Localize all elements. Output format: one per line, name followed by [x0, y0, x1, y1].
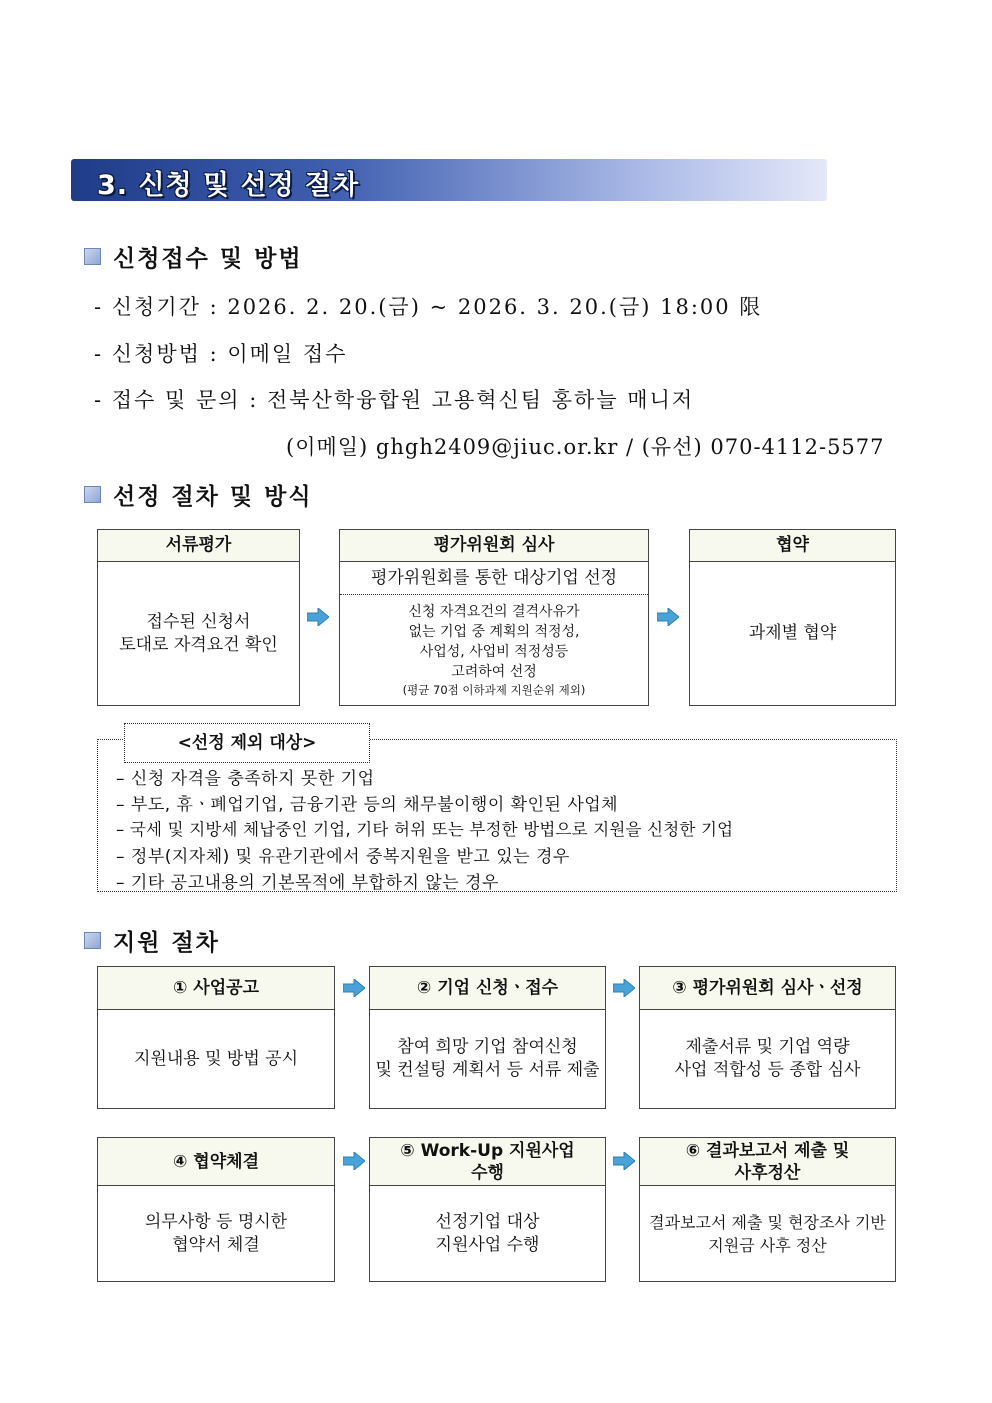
exclusion-item: – 부도, 휴ㆍ폐업기업, 금융기관 등의 채무불이행이 확인된 사업체 [116, 795, 619, 815]
exclusion-item: – 정부(지자체) 및 유관기관에서 중복지원을 받고 있는 경우 [116, 847, 570, 867]
section-title: 신청접수 및 방법 [113, 245, 303, 272]
support-step-4 [97, 1137, 335, 1282]
contact-details: (이메일) ghgh2409@jiuc.or.kr / (유선) 070-4112-5577 [286, 435, 885, 459]
section-title: 선정 절차 및 방식 [113, 483, 313, 510]
arrow-right-icon [613, 1152, 635, 1170]
step-header: ⑤ Work-Up 지원사업 수행 [370, 1138, 605, 1186]
arrow-right-icon [343, 1152, 365, 1170]
selection-step-document-review [97, 529, 300, 706]
contact-info: - 접수 및 문의 : 전북산학융합원 고용혁신팀 홍하늘 매니저 [94, 388, 695, 412]
step-header: 평가위원회 심사 [340, 530, 648, 562]
step-body: 제출서류 및 기업 역량 사업 적합성 등 종합 심사 [674, 1037, 861, 1080]
step-header: ③ 평가위원회 심사ㆍ선정 [640, 967, 895, 1010]
step-body: 참여 희망 기업 참여신청 및 컨설팅 계획서 등 서류 제출 [375, 1037, 600, 1080]
square-bullet-icon [84, 248, 101, 265]
support-step-3 [639, 966, 896, 1109]
banner-title: 3. 신청 및 선정 절차 [97, 170, 360, 201]
step-subheader: 평가위원회를 통한 대상기업 선정 [340, 562, 648, 595]
step-body: 의무사항 등 명시한 협약서 체결 [144, 1211, 288, 1255]
arrow-right-icon [613, 979, 635, 997]
arrow-right-icon [657, 608, 679, 626]
step-body: 결과보고서 제출 및 현장조사 기반 지원금 사후 정산 [649, 1212, 886, 1255]
application-period: - 신청기간 : 2026. 2. 20.(금) ~ 2026. 3. 20.(금) 18:00 限 [94, 295, 763, 319]
support-step-1 [97, 966, 335, 1109]
arrow-right-icon [307, 608, 329, 626]
section-heading-application [84, 240, 303, 273]
square-bullet-icon [84, 486, 101, 503]
step-body: 선정기업 대상 지원사업 수행 [435, 1211, 540, 1255]
selection-step-committee-review [339, 529, 649, 706]
step-header: ② 기업 신청ㆍ접수 [370, 967, 605, 1010]
step-note: (평균 70점 이하과제 지원순위 제외) [402, 683, 586, 697]
exclusion-item: – 신청 자격을 충족하지 못한 기업 [116, 769, 375, 789]
step-header: ④ 협약체결 [98, 1138, 334, 1186]
support-step-6 [639, 1137, 896, 1282]
step-header: ① 사업공고 [98, 967, 334, 1010]
step-body: 접수된 신청서 토대로 자격요건 확인 [119, 611, 278, 655]
support-step-2 [369, 966, 606, 1109]
section-heading-selection [84, 478, 313, 511]
application-method: - 신청방법 : 이메일 접수 [94, 342, 348, 366]
section-title: 지원 절차 [113, 929, 220, 956]
step-body: 지원내용 및 방법 공시 [133, 1048, 298, 1069]
step-body: 신청 자격요건의 결격사유가 없는 기업 중 계획의 적정성, 사업성, 사업비 적정성등 고려하여 선정 [408, 604, 580, 680]
step-header: 협약 [690, 530, 895, 562]
step-body: 과제별 협약 [748, 623, 837, 643]
square-bullet-icon [84, 932, 101, 949]
arrow-right-icon [343, 979, 365, 997]
step-header: 서류평가 [98, 530, 299, 562]
section-banner [71, 159, 827, 201]
exclusion-item: – 기타 공고내용의 기본목적에 부합하지 않는 경우 [116, 873, 499, 893]
support-step-5 [369, 1137, 606, 1282]
selection-step-agreement [689, 529, 896, 706]
step-header: ⑥ 결과보고서 제출 및 사후정산 [640, 1138, 895, 1186]
exclusion-title: <선정 제외 대상> [124, 723, 370, 763]
section-heading-support [84, 924, 220, 957]
exclusion-item: – 국세 및 지방세 체납중인 기업, 기타 허위 또는 부정한 방법으로 지원을 신청한 기업 [116, 820, 734, 839]
